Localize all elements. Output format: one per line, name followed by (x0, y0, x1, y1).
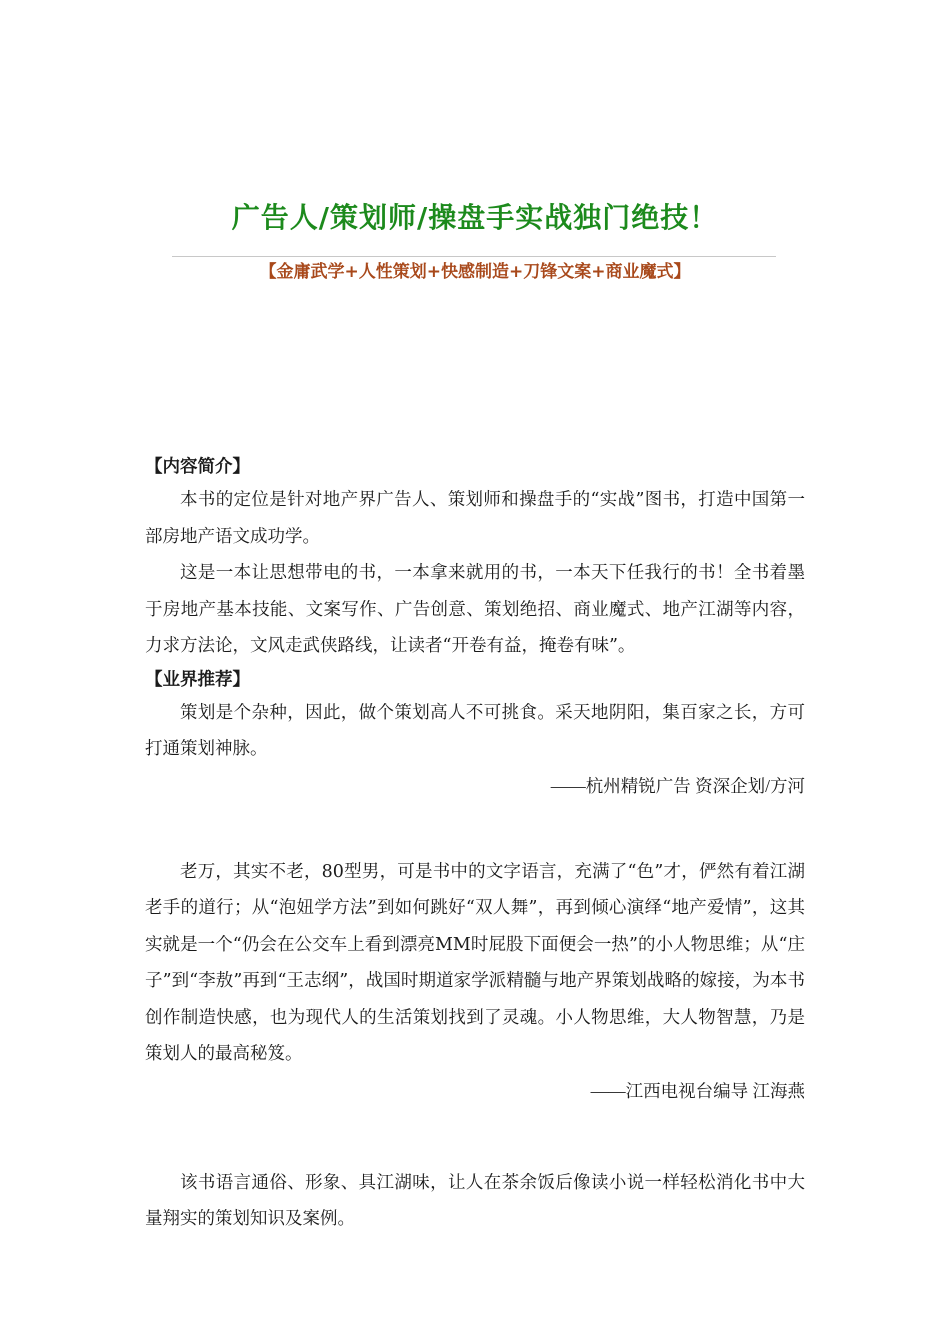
recommendation-2-text: 老万，其实不老，80型男，可是书中的文字语言，充满了“色”才，俨然有着江湖老手的道行；从“泡妞学方法”到如何跳好“双人舞”，再到倾心演绎“地产爱情”，这其实就是一个“仍会在公交车上看到漂亮MM时屁股下面便会一热”的小人物思维；从“庄子”到“李敖”再到“王志纲”，战国时期道家学派精髓与地产界策划战略的嫁接，为本书创作制造快感，也为现代人的生活策划找到了灵魂。小人物思维，大人物智慧，乃是策划人的最高秘笈。 (145, 861, 805, 1064)
document-title: 广告人/策划师/操盘手实战独门绝技！ (231, 201, 719, 234)
recommend-heading: 【业界推荐】 (145, 669, 250, 690)
intro-heading: 【内容简介】 (145, 457, 250, 477)
recommendation-1-text: 策划是个杂种，因此，做个策划高人不可挑食。采天地阴阳，集百家之长，方可打通策划神脉。 (145, 702, 805, 759)
document-subtitle: 【金庸武学+人性策划+快感制造+刀锋文案+商业魔式】 (259, 262, 691, 282)
recommendation-3-text: 该书语言通俗、形象、具江湖味，让人在茶余饭后像读小说一样轻松消化书中大量翔实的策划知识及案例。 (145, 1172, 805, 1229)
intro-paragraph-2: 这是一本让思想带电的书，一本拿来就用的书，一本天下任我行的书！全书着墨于房地产基本技能、文案写作、广告创意、策划绝招、商业魔式、地产江湖等内容，力求方法论，文风走武侠路线，让读者“开卷有益，掩卷有味”。 (145, 563, 805, 656)
title-divider (172, 256, 776, 257)
intro-paragraph-1: 本书的定位是针对地产界广告人、策划师和操盘手的“实战”图书，打造中国第一部房地产语文成功学。 (145, 490, 805, 547)
document-body (145, 452, 805, 1238)
recommendation-2-signature: ——江西电视台编导 江海燕 (590, 1080, 805, 1101)
recommendation-1-signature: ——杭州精锐广告 资深企划/方河 (550, 775, 805, 796)
spacer (145, 804, 805, 854)
spacer (145, 1109, 805, 1165)
